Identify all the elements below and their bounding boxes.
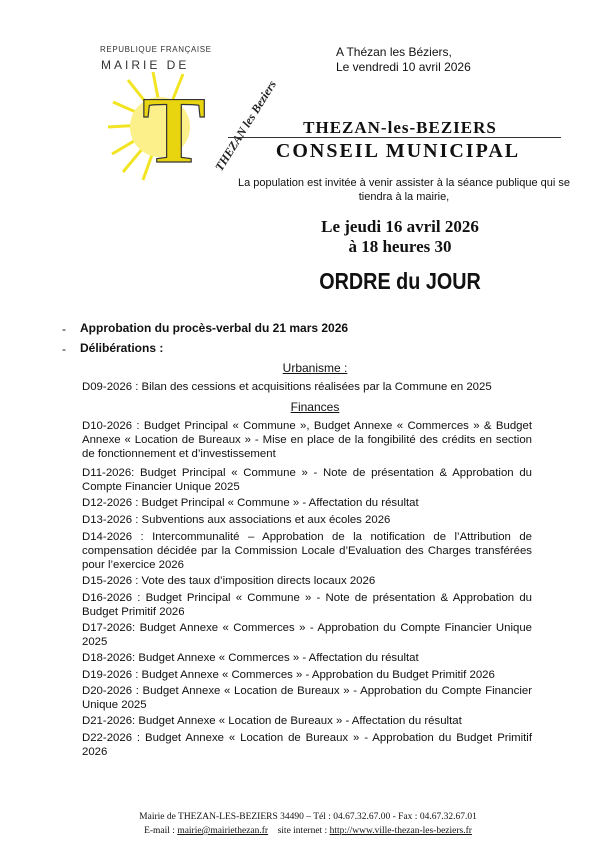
council-title: CONSEIL MUNICIPAL (275, 140, 521, 162)
title-divider (228, 137, 561, 138)
agenda-item-d21: D21-2026: Budget Annexe « Location de Bureaux » - Affectation du résultat (82, 715, 462, 727)
footer-address: Mairie de THEZAN-LES-BEZIERS 34490 – Tél : 04.67.32.67.00 - Fax : 04.67.32.67.01 (139, 812, 477, 822)
letter-date: Le vendredi 10 avril 2026 (336, 60, 471, 74)
agenda-item-d22: D22-2026 : Budget Annexe « Location de Bureaux » - Approbation du Budget Primitif 2026 (82, 732, 532, 758)
agenda-item-d10: D10-2026 : Budget Principal « Commune », Budget Annexe « Commerces » & Budget Annexe « Location de Bureaux » - Mise en place de la fongibilité des crédits en section de fonctionnement et d’investissement (82, 420, 532, 460)
logo-letter: T (142, 77, 206, 183)
agenda-item-d20: D20-2026 : Budget Annexe « Location de Bureaux » - Approbation du Compte Financier Unique 2025 (82, 685, 532, 711)
town-logo (108, 72, 280, 183)
logo-text: THEZAN les Beziers (212, 77, 280, 174)
place-line: A Thézan les Béziers, (336, 45, 452, 59)
footer-contact (0, 826, 616, 836)
agenda-item-d16: D16-2026 : Budget Principal « Commune » - Note de présentation & Approbation du Budget Primitif 2026 (82, 592, 532, 618)
session-time: à 18 heures 30 (348, 237, 452, 256)
email-link[interactable]: mairie@mairiethezan.fr (177, 826, 269, 836)
website-label: site internet : (277, 826, 328, 836)
mairie-label: MAIRIE DE (101, 58, 190, 72)
bullet-dash: - (62, 322, 66, 336)
session-date: Le jeudi 16 avril 2026 (321, 217, 479, 236)
deliberations-heading: Délibérations : (80, 341, 164, 355)
agenda-item-d09: D09-2026 : Bilan des cessions et acquisitions réalisées par la Commune en 2025 (82, 381, 492, 393)
agenda-item-d15: D15-2026 : Vote des taux d’imposition directs locaux 2026 (82, 575, 376, 587)
section-urbanisme: Urbanisme : (282, 361, 348, 375)
bullet-dash: - (62, 342, 66, 356)
republique-francaise-label: REPUBLIQUE FRANÇAISE (100, 45, 212, 54)
website-link[interactable]: http://www.ville-thezan-les-beziers.fr (329, 826, 472, 836)
agenda-heading: ORDRE du JOUR (319, 268, 481, 294)
approval-item: Approbation du procès-verbal du 21 mars 2026 (80, 321, 349, 335)
agenda-item-d14: D14-2026 : Intercommunalité – Approbation de la notification de l’Attribution de compensation décidée par la Commission Locale d’Evaluation des Charges transférées pour l’exercice 2026 (82, 531, 532, 571)
agenda-item-d12: D12-2026 : Budget Principal « Commune » - Affectation du résultat (82, 497, 419, 509)
invitation-text: La population est invitée à venir assister à la séance publique qui se tiendra à la mairie, (237, 177, 571, 203)
agenda-item-d17: D17-2026: Budget Annexe « Commerces » - Approbation du Compte Financier Unique 2025 (82, 622, 532, 648)
agenda-item-d18: D18-2026: Budget Annexe « Commerces » - Affectation du résultat (82, 652, 419, 664)
email-label: E-mail : (144, 826, 175, 836)
section-finances: Finances (290, 400, 340, 414)
agenda-item-d13: D13-2026 : Subventions aux associations et aux écoles 2026 (82, 514, 391, 526)
commune-title: THEZAN-les-BEZIERS (303, 118, 497, 137)
agenda-item-d11: D11-2026: Budget Principal « Commune » - Note de présentation & Approbation du Compte Financier Unique 2025 (82, 467, 532, 493)
agenda-item-d19: D19-2026 : Budget Annexe « Commerces » - Approbation du Budget Primitif 2026 (82, 669, 495, 681)
